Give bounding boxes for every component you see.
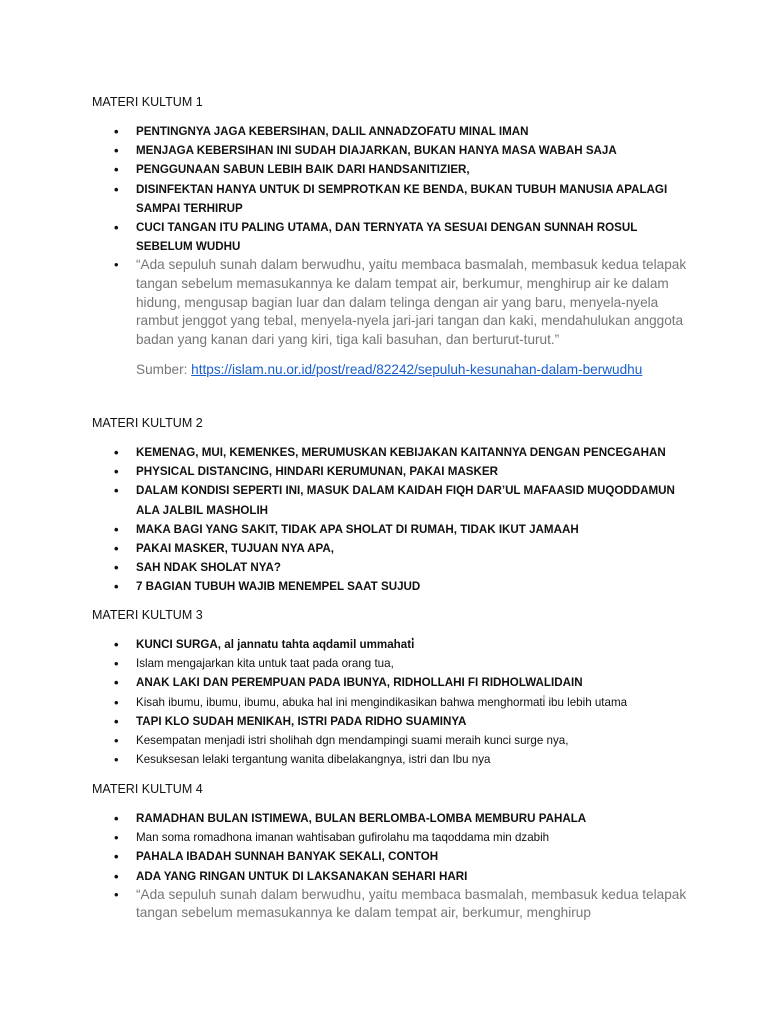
quote-text: • “Ada sepuluh sunah dalam berwudhu, yaitu membaca basmalah, membasuk kedua telapak tangan sebelum memasukannya ke dalam tempat air, berkumur, menghirup — [136, 886, 687, 921]
quote-item — [92, 256, 692, 380]
list-item: • ADA YANG RINGAN UNTUK DI LAKSANAKAN SEHARI HARI — [92, 867, 692, 886]
list-item: • MENJAGA KEBERSIHAN INI SUDAH DIAJARKAN, BUKAN HANYA MASA WABAH SAJA — [92, 141, 692, 160]
list-item: • TAPI KLO SUDAH MENIKAH, ISTRI PADA RIDHO SUAMINYA — [92, 712, 692, 731]
list-item: • PAHALA IBADAH SUNNAH BANYAK SEKALI, CONTOH — [92, 847, 692, 866]
section-heading-3: MATERI KULTUM 3 — [92, 608, 203, 622]
list-item: • PENGGUNAAN SABUN LEBIH BAIK DARI HANDSANITIZIER, — [92, 160, 692, 179]
list-item: • PAKAI MASKER, TUJUAN NYA APA, — [92, 539, 692, 558]
list-item: • RAMADHAN BULAN ISTIMEWA, BULAN BERLOMBA-LOMBA MEMBURU PAHALA — [92, 809, 692, 828]
quote-text: • “Ada sepuluh sunah dalam berwudhu, yaitu membaca basmalah, membasuk kedua telapak tangan sebelum memasukannya ke dalam tempat air, berkumur, menghirup air ke dalam hidung, mengusap bagian luar dan dalam telinga dengan air yang baru, menyela-nyela rambut jenggot yang tebal, menyela-nyela jari-jari tangan dan kaki, mendahulukan anggota badan yang kanan dari yang kiri, tiga kali basuhan, dan berturut-turut.” — [136, 257, 687, 347]
list-item: • SAH NDAK SHOLAT NYA? — [92, 558, 692, 577]
section-heading-2: MATERI KULTUM 2 — [92, 416, 203, 430]
source-line — [136, 361, 692, 380]
source-link[interactable]: https://islam.nu.or.id/post/read/82242/sepuluh-kesunahan-dalam-berwudhu — [191, 362, 643, 378]
list-item: • MAKA BAGI YANG SAKIT, TIDAK APA SHOLAT DI RUMAH, TIDAK IKUT JAMAAH — [92, 520, 692, 539]
list-item: • PENTINGNYA JAGA KEBERSIHAN, DALIL ANNADZOFATU MINAL IMAN — [92, 122, 692, 141]
list-item: • Islam mengajarkan kita untuk taat pada orang tua, — [92, 654, 692, 673]
source-label: Sumber: — [136, 362, 188, 378]
list-item: • 7 BAGIAN TUBUH WAJIB MENEMPEL SAAT SUJUD — [92, 577, 692, 596]
section-heading-1: MATERI KULTUM 1 — [92, 95, 203, 109]
list-item: • KEMENAG, MUI, KEMENKES, MERUMUSKAN KEBIJAKAN KAITANNYA DENGAN PENCEGAHAN — [92, 443, 692, 462]
section-list-2 — [92, 443, 692, 597]
list-item: • DALAM KONDISI SEPERTI INI, MASUK DALAM KAIDAH FIQH DAR’UL MAFAASID MUQODDAMUN ALA JALBIL MASHOLIH — [92, 481, 692, 519]
quote-item — [92, 886, 692, 923]
section-list-4 — [92, 809, 692, 923]
list-item: • CUCI TANGAN ITU PALING UTAMA, DAN TERNYATA YA SESUAI DENGAN SUNNAH ROSUL SEBELUM WUDHU — [92, 218, 692, 256]
list-item: • Man soma romadhona imanan wahti̇saban gufirolahu ma taqoddama min dzabih — [92, 828, 692, 847]
list-item: • Kesempatan menjadi istri sholihah dgn mendampingi suami meraih kunci surge nya, — [92, 731, 692, 750]
section-list-1 — [92, 122, 692, 380]
section-list-3 — [92, 635, 692, 769]
list-item: • DISINFEKTAN HANYA UNTUK DI SEMPROTKAN KE BENDA, BUKAN TUBUH MANUSIA APALAGI SAMPAI TERHIRUP — [92, 180, 692, 218]
list-item: • Kisah ibumu, ibumu, ibumu, abuka hal ini mengindikasikan bahwa menghormati̇ ibu lebih utama — [92, 693, 692, 712]
list-item: • Kesuksesan lelaki tergantung wanita dibelakangnya, istri dan Ibu nya — [92, 750, 692, 769]
list-item: • PHYSICAL DISTANCING, HINDARI KERUMUNAN, PAKAI MASKER — [92, 462, 692, 481]
list-item: • KUNCI SURGA, al jannatu tahta aqdamil ummahati̇ — [92, 635, 692, 654]
section-heading-4: MATERI KULTUM 4 — [92, 782, 203, 796]
list-item: • ANAK LAKI DAN PEREMPUAN PADA IBUNYA, RIDHOLLAHI FI RIDHOLWALIDAIN — [92, 673, 692, 692]
